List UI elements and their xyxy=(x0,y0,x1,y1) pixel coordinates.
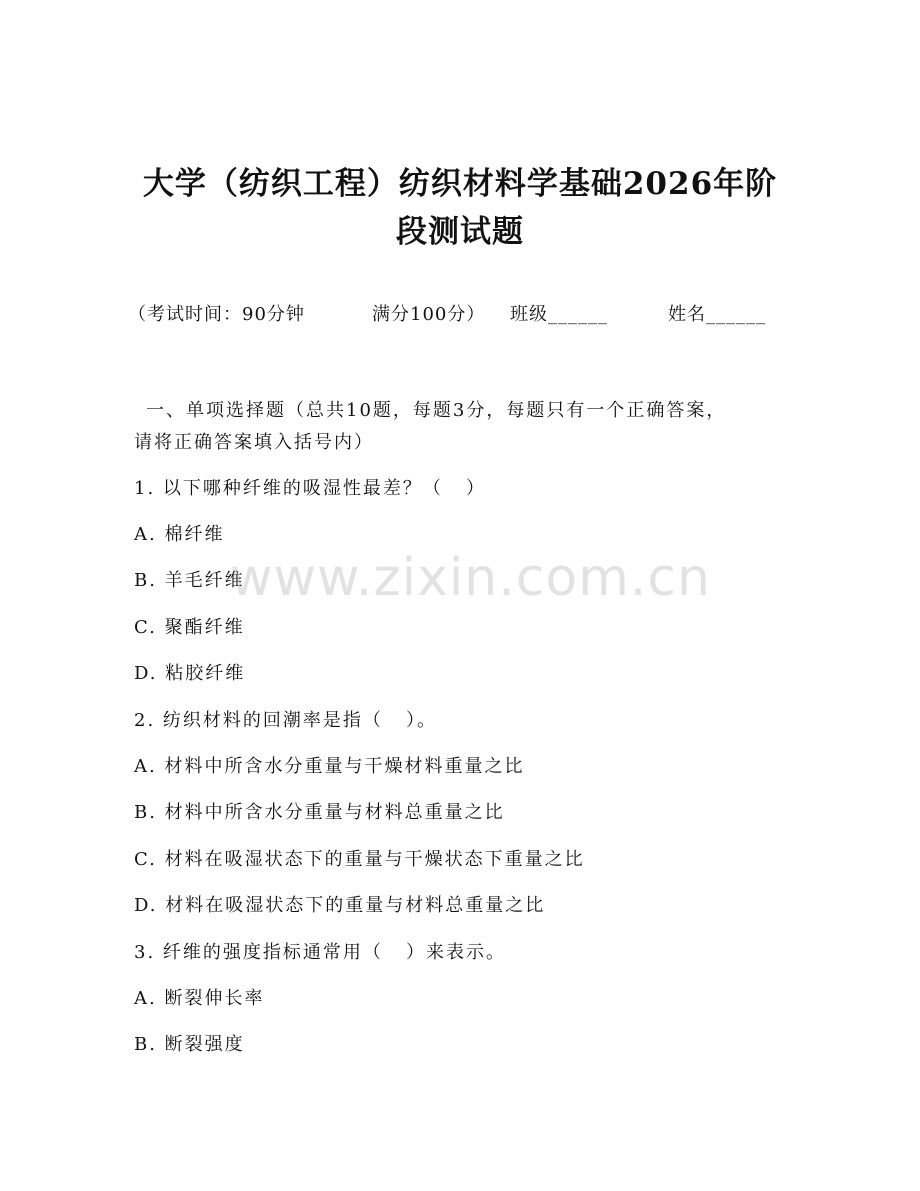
question-3-stem: 3. 纤维的强度指标通常用（ ）来表示。 xyxy=(134,942,507,963)
question-3-option-b: B. 断裂强度 xyxy=(134,1034,245,1055)
section-heading-line-1: 一、单项选择题（总共10题，每题3分，每题只有一个正确答案， xyxy=(146,400,727,421)
class-field: 班级______ xyxy=(510,304,608,325)
question-1-stem: 1. 以下哪种纤维的吸湿性最差？（ ） xyxy=(134,478,487,499)
question-1-option-b: B. 羊毛纤维 xyxy=(134,570,245,591)
full-score: 满分100分） xyxy=(372,304,486,325)
question-2-stem: 2. 纺织材料的回潮率是指（ ）。 xyxy=(134,710,438,731)
question-2-option-c: C. 材料在吸湿状态下的重量与干燥状态下重量之比 xyxy=(134,849,585,870)
question-3-option-a: A. 断裂伸长率 xyxy=(134,988,265,1009)
name-field: 姓名______ xyxy=(668,304,766,325)
section-heading-line-2: 请将正确答案填入括号内） xyxy=(134,432,374,453)
question-2-option-b: B. 材料中所含水分重量与材料总重量之比 xyxy=(134,802,505,823)
question-2-option-d: D. 材料在吸湿状态下的重量与材料总重量之比 xyxy=(134,895,546,916)
document-title-line-2: 段测试题 xyxy=(396,214,524,250)
document-title-line-1: 大学（纺织工程）纺织材料学基础2026年阶 xyxy=(142,166,778,202)
question-1-option-d: D. 粘胶纤维 xyxy=(134,663,246,684)
exam-time: （考试时间：90分钟 xyxy=(128,304,305,325)
question-2-option-a: A. 材料中所含水分重量与干燥材料重量之比 xyxy=(134,756,525,777)
watermark: www.zixin.com.cn xyxy=(230,548,711,608)
question-1-option-c: C. 聚酯纤维 xyxy=(134,617,245,638)
question-1-option-a: A. 棉纤维 xyxy=(134,524,225,545)
